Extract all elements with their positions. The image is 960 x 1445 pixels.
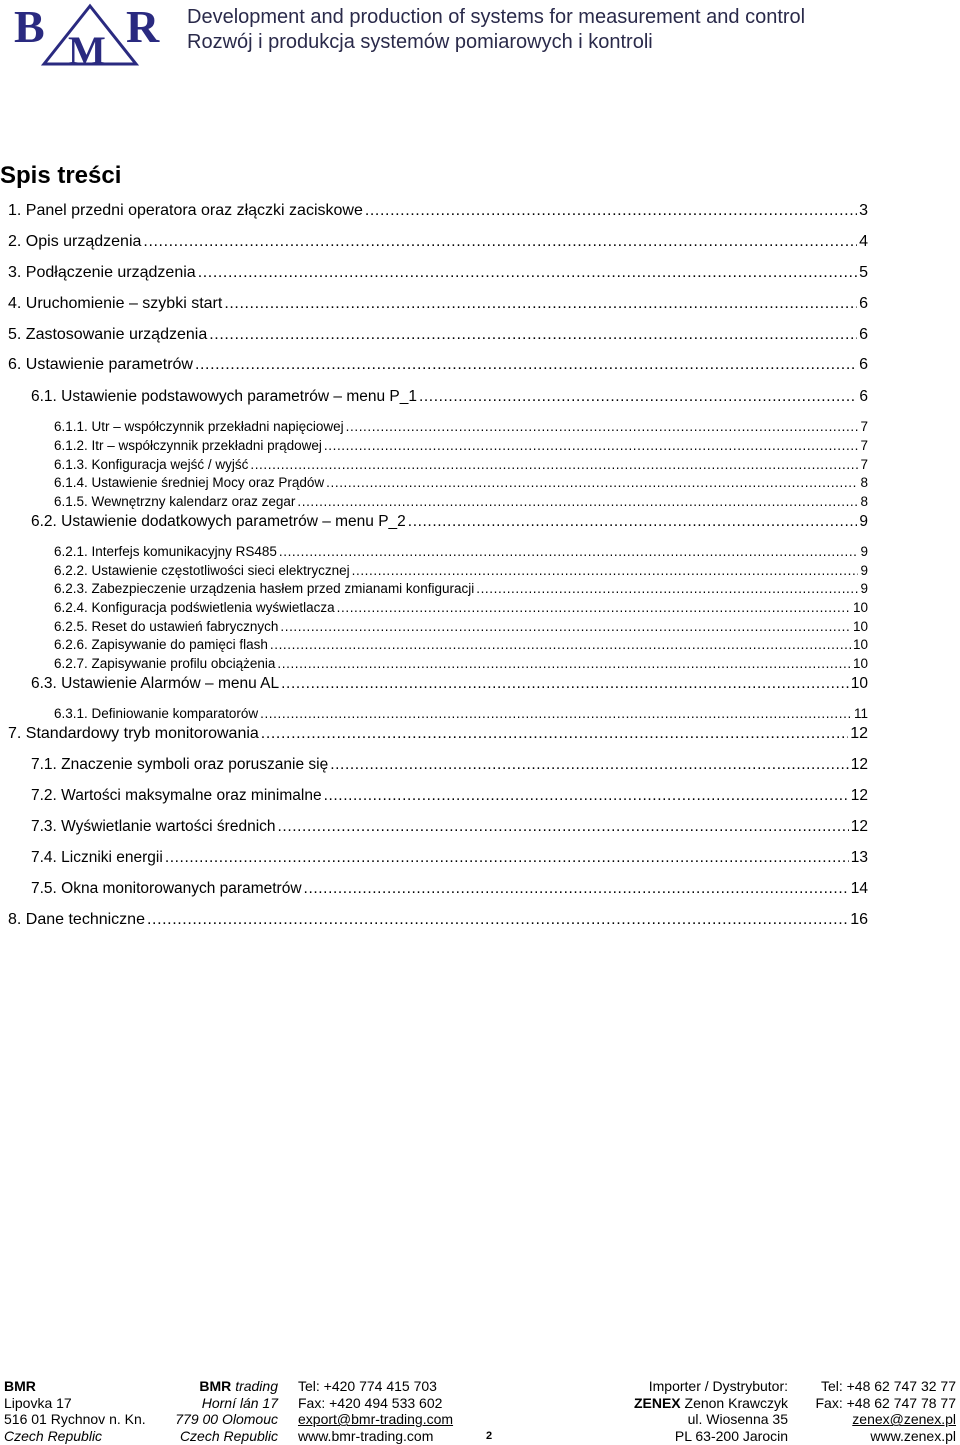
toc-entry[interactable]: 6.2.6. Zapisywanie do pamięci flash ..... 10 — [54, 637, 868, 652]
toc-entry[interactable]: 6.1.3. Konfiguracja wejść / wyjść ..... 7 — [54, 457, 868, 472]
toc-entry[interactable]: 2. Opis urządzenia ..... 4 — [8, 233, 868, 251]
toc-entry[interactable]: 7.2. Wartości maksymalne oraz minimalne ..... 12 — [31, 787, 868, 805]
footer-bmr-address: BMR Lipovka 17 516 01 Rychnov n. Kn. Czech Republic — [4, 1378, 146, 1444]
toc-entry[interactable]: 6. Ustawienie parametrów ..... 6 — [8, 356, 868, 374]
header-tagline-en: Development and production of systems for measurement and control — [187, 6, 806, 28]
toc-entry[interactable]: 8. Dane techniczne ..... 16 — [8, 911, 868, 929]
zenex-email-link[interactable]: zenex@zenex.pl — [852, 1411, 956, 1428]
toc-entry[interactable]: 6.2.5. Reset do ustawień fabrycznych ..... 10 — [54, 619, 868, 634]
toc-entry[interactable]: 6.1.5. Wewnętrzny kalendarz oraz zegar ..... 8 — [54, 494, 868, 509]
toc-entry[interactable]: 6.1.4. Ustawienie średniej Mocy oraz Prądów ..... 8 — [54, 475, 868, 490]
svg-text:M: M — [68, 28, 106, 66]
toc-entry[interactable]: 6.2.1. Interfejs komunikacyjny RS485 ..... 9 — [54, 544, 868, 559]
toc-entry[interactable]: 7.4. Liczniki energii ..... 13 — [31, 849, 868, 867]
toc-entry[interactable]: 6.1.2. Itr – współczynnik przekładni prądowej ..... 7 — [54, 438, 868, 453]
toc-entry[interactable]: 3. Podłączenie urządzenia ..... 5 — [8, 264, 868, 282]
zenex-website-link[interactable]: www.zenex.pl — [870, 1427, 956, 1444]
toc-entry[interactable]: 7.3. Wyświetlanie wartości średnich ..... 12 — [31, 818, 868, 836]
toc-entry[interactable]: 7. Standardowy tryb monitorowania ..... 12 — [8, 725, 868, 743]
svg-text:B: B — [14, 2, 45, 52]
toc-entry[interactable]: 6.1. Ustawienie podstawowych parametrów – menu P_1 ..... 6 — [31, 388, 868, 406]
header-tagline-pl: Rozwój i produkcja systemów pomiarowych i kontroli — [187, 31, 653, 53]
toc-entry[interactable]: 6.2.7. Zapisywanie profilu obciążenia ..... 10 — [54, 656, 868, 671]
footer-bmr-contact: Tel: +420 774 415 703 Fax: +420 494 533 602 export@bmr-trading.com www.bmr-trading.com — [298, 1378, 454, 1444]
toc-entry[interactable]: 6.2.3. Zabezpieczenie urządzenia hasłem przed zmianami konfiguracji ..... 9 — [54, 581, 868, 596]
toc-entry[interactable]: 6.2.2. Ustawienie częstotliwości sieci elektrycznej ..... 9 — [54, 563, 868, 578]
toc-entry[interactable]: 5. Zastosowanie urządzenia ..... 6 — [8, 326, 868, 344]
toc-entry[interactable]: 4. Uruchomienie – szybki start ..... 6 — [8, 295, 868, 313]
svg-text:R: R — [126, 2, 160, 52]
footer-importer: Importer / Dystrybutor: ZENEX Zenon Krawczyk ul. Wiosenna 35 PL 63-200 Jarocin — [633, 1378, 788, 1444]
page-number: 2 — [486, 1430, 493, 1442]
toc-entry[interactable]: 6.3. Ustawienie Alarmów – menu AL ..... 10 — [31, 675, 868, 693]
toc-title: Spis treści — [0, 162, 122, 189]
footer-bmr-trading: BMR trading Horní lán 17 779 00 Olomouc Czech Republic — [175, 1378, 278, 1444]
toc-entry[interactable]: 6.1.1. Utr – współczynnik przekładni napięciowej ..... 7 — [54, 419, 868, 434]
toc-entry[interactable]: 6.3.1. Definiowanie komparatorów ..... 11 — [54, 706, 868, 721]
toc-entry[interactable]: 7.1. Znaczenie symboli oraz poruszanie się ..... 12 — [31, 756, 868, 774]
bmr-website-link[interactable]: www.bmr-trading.com — [298, 1427, 434, 1444]
toc-entry[interactable]: 6.2. Ustawienie dodatkowych parametrów – menu P_2 ..... 9 — [31, 513, 868, 531]
footer-zenex-contact: Tel: +48 62 747 32 77 Fax: +48 62 747 78 77 zenex@zenex.pl www.zenex.pl — [800, 1378, 956, 1444]
toc-entry[interactable]: 6.2.4. Konfiguracja podświetlenia wyświetlacza ..... 10 — [54, 600, 868, 615]
bmr-email-link[interactable]: export@bmr-trading.com — [298, 1411, 454, 1428]
toc-entry[interactable]: 7.5. Okna monitorowanych parametrów ..... 14 — [31, 880, 868, 898]
toc-entry[interactable]: 1. Panel przedni operatora oraz złączki zaciskowe ..... 3 — [8, 202, 868, 220]
